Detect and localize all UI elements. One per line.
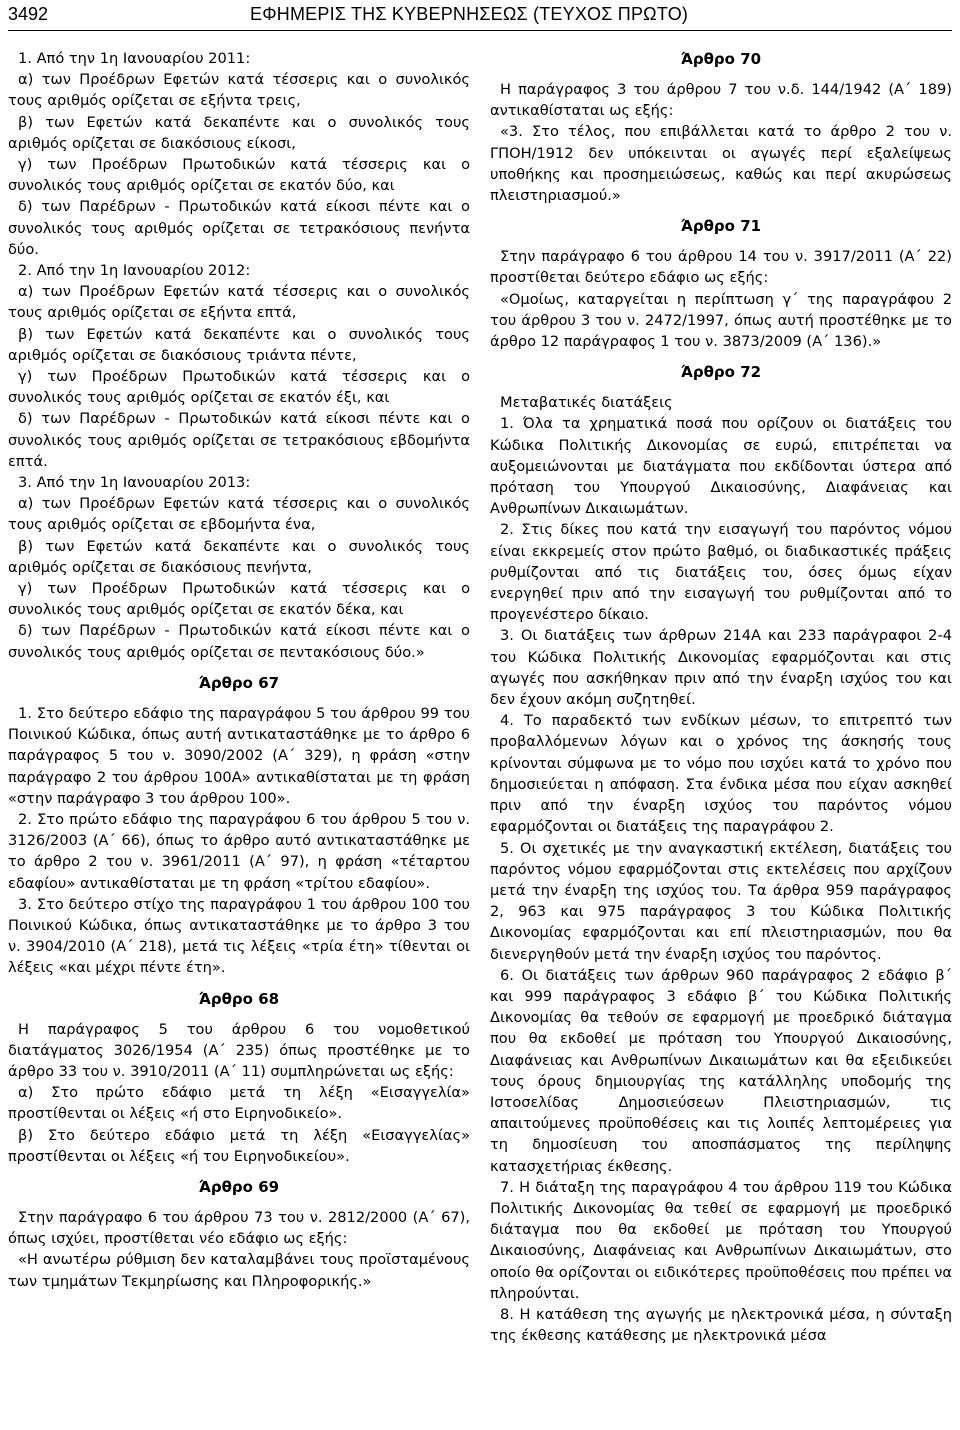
paragraph: α) των Προέδρων Εφετών κατά τέσσερις και ο συνολικός τους αριθμός ορίζεται σε εβδομήντα ένα, (8, 495, 470, 534)
page-number: 3492 (8, 4, 49, 24)
paragraph: 1. Όλα τα χρηματικά ποσά που ορίζουν οι διατάξεις του Κώδικα Πολιτικής Δικονομίας σε ευρώ, επιτρέπεται να αυξομειώνονται με διατάγματα που εκδίδονται ύστερα από πρόταση του Υπουργού Δικαιοσύνης, Διαφάνειας και Ανθρωπίνων Δικαιωμάτων. (490, 415, 952, 518)
paragraph: «Η ανωτέρω ρύθμιση δεν καταλαμβάνει τους προϊσταμένους των τμημάτων Τεκμηρίωσης και Πληροφορικής.» (8, 1251, 470, 1290)
article-heading: Άρθρο 69 (198, 1177, 280, 1196)
paragraph: Η παράγραφος 3 του άρθρου 7 του ν.δ. 144/1942 (Α΄ 189) αντικαθίσταται ως εξής: (490, 81, 952, 120)
paragraph: β) των Εφετών κατά δεκαπέντε και ο συνολικός τους αριθμός ορίζεται σε διακόσιους πενήντα, (8, 537, 470, 576)
paragraph: γ) των Προέδρων Πρωτοδικών κατά τέσσερις και ο συνολικός τους αριθμός ορίζεται σε εκατόν δύο, και (8, 156, 470, 195)
paragraph: 1. Από την 1η Ιανουαρίου 2011: (18, 50, 251, 67)
article-heading: Άρθρο 70 (680, 50, 762, 68)
paragraph: Μεταβατικές διατάξεις (500, 394, 673, 412)
article-heading: Άρθρο 67 (198, 673, 280, 692)
paragraph: γ) των Προέδρων Πρωτοδικών κατά τέσσερις και ο συνολικός τους αριθμός ορίζεται σε εκατόν δέκα, και (8, 580, 470, 619)
paragraph: 7. Η διάταξη της παραγράφου 4 του άρθρου 119 του Κώδικα Πολιτικής Δικονομίας θα τεθεί σε εφαρμογή με προεδρικό διάταγμα που θα εκδοθεί με πρόταση του Υπουργού Δικαιοσύνης, Διαφάνειας και Ανθρωπίνων Δικαιωμάτων, στο οποίο θα ορίζονται οι ειδικότερες προϋποθέσεις που πρέπει να πληρούνται. (490, 1178, 952, 1302)
paragraph: δ) των Παρέδρων - Πρωτοδικών κατά είκοσι πέντε και ο συνολικός τους αριθμός ορίζεται σε πεντακόσιους δύο.» (8, 622, 470, 661)
paragraph: 3. Από την 1η Ιανουαρίου 2013: (18, 474, 251, 492)
paragraph: α) Στο πρώτο εδάφιο μετά τη λέξη «Εισαγγελία» προστίθενται οι λέξεις «ή στο Ειρηνοδικείο». (8, 1084, 470, 1123)
paragraph: 2. Από την 1η Ιανουαρίου 2012: (18, 262, 251, 280)
paragraph: 1. Στο δεύτερο εδάφιο της παραγράφου 5 του άρθρου 99 του Ποινικού Κώδικα, όπως αυτή αντικαταστάθηκε με το άρθρο 6 παράγραφος 5 του ν. 3090/2002 (Α΄ 329), η φράση «στην παράγραφο 2 του άρθρου 100Α» αντικαθίσταται με τη φράση «στην παράγραφο 3 του άρθρου 100». (8, 704, 470, 807)
paragraph: 3. Οι διατάξεις των άρθρων 214Α και 233 παράγραφοι 2-4 του Κώδικα Πολιτικής Δικονομίας εφαρμόζονται και στις αγωγές που ασκήθηκαν πριν από την έναρξη ισχύος του και δεν έχουν ακόμη συζητηθεί. (490, 627, 952, 709)
paragraph: δ) των Παρέδρων - Πρωτοδικών κατά είκοσι πέντε και ο συνολικός τους αριθμός ορίζεται σε τετρακόσιους πενήντα δύο. (8, 198, 470, 258)
article-heading: Άρθρο 68 (198, 989, 280, 1008)
paragraph: 2. Στο πρώτο εδάφιο της παραγράφου 6 του άρθρου 5 του ν. 3126/2003 (Α΄ 66), όπως το άρθρο αυτό αντικαταστάθηκε με το άρθρο 2 του ν. 3961/2011 (Α΄ 97), η φράση «τέταρτου εδαφίου» αντικαθίσταται με τη φράση «τρίτου εδαφίου». (8, 810, 470, 892)
paragraph: δ) των Παρέδρων - Πρωτοδικών κατά είκοσι πέντε και ο συνολικός τους αριθμός ορίζεται σε τετρακόσιους εβδομήντα επτά. (8, 410, 470, 470)
right-column (490, 48, 952, 1346)
page-header (8, 2, 952, 32)
paragraph: α) των Προέδρων Εφετών κατά τέσσερις και ο συνολικός τους αριθμός ορίζεται σε εξήντα επτά, (8, 283, 470, 322)
paragraph: Στην παράγραφο 6 του άρθρου 73 του ν. 2812/2000 (Α΄ 67), όπως ισχύει, προστίθεται νέο εδάφιο ως εξής: (8, 1208, 470, 1248)
paragraph: 2. Στις δίκες που κατά την εισαγωγή του παρόντος νόμου είναι εκκρεμείς στον πρώτο βαθμό, οι διαδικαστικές πράξεις ρυθμίζονται από τις διατάξεις του, όσες όμως είχαν ενεργηθεί πριν από την εισαγωγή του ρυθμίζονται από το προγενέστερο δίκαιο. (490, 521, 952, 624)
paragraph: β) Στο δεύτερο εδάφιο μετά τη λέξη «Εισαγγελίας» προστίθενται οι λέξεις «ή του Ειρηνοδικείου». (8, 1126, 470, 1165)
article-heading: Άρθρο 72 (680, 363, 762, 382)
paragraph: 8. Η κατάθεση της αγωγής με ηλεκτρονικά μέσα, η σύνταξη της έκθεσης κατάθεσης με ηλεκτρονικά μέσα (490, 1305, 952, 1345)
article-heading: Άρθρο 71 (680, 217, 762, 236)
paragraph: Στην παράγραφο 6 του άρθρου 14 του ν. 3917/2011 (Α΄ 22) προστίθεται δεύτερο εδάφιο ως εξής: (490, 248, 952, 287)
paragraph: «3. Στο τέλος, που επιβάλλεται κατά το άρθρο 2 του ν. ΓΠΟΗ/1912 δεν υπόκεινται οι αγωγές περί εξαλείψεως υποθήκης και προσημειώσεως, καθώς και περί ακυρώσεως πλειστηριασμού.» (490, 123, 952, 205)
left-column (8, 48, 470, 1292)
paragraph: α) των Προέδρων Εφετών κατά τέσσερις και ο συνολικός τους αριθμός ορίζεται σε εξήντα τρεις, (8, 71, 470, 110)
paragraph: Η παράγραφος 5 του άρθρου 6 του νομοθετικού διατάγματος 3026/1954 (Α΄ 235) όπως προστέθηκε με το άρθρο 33 του ν. 3910/2011 (Α΄ 11) συμπληρώνεται ως εξής: (8, 1020, 470, 1080)
paragraph: «Ομοίως, καταργείται η περίπτωση γ΄ της παραγράφου 2 του άρθρου 3 του ν. 2472/1997, όπως αυτή προστέθηκε με το άρθρο 12 παράγραφος 1 του ν. 3873/2009 (Α΄ 136).» (490, 290, 952, 351)
paragraph: β) των Εφετών κατά δεκαπέντε και ο συνολικός τους αριθμός ορίζεται σε διακόσιους είκοσι, (8, 113, 470, 152)
header-rule (8, 30, 952, 31)
paragraph: 4. Το παραδεκτό των ενδίκων μέσων, το επιτρεπτό των προβαλλόμενων λόγων και ο χρόνος της άσκησής τους κρίνονται σύμφωνα με το νόμο που ισχύει κατά το χρόνο που δημοσιεύεται η απόφαση. Στα ένδικα μέσα που είχαν ασκηθεί πριν από την έναρξη ισχύος του παρόντος νόμου εφαρμόζονται οι διατάξεις της παραγράφου 2. (490, 712, 952, 836)
paragraph: γ) των Προέδρων Πρωτοδικών κατά τέσσερις και ο συνολικός τους αριθμός ορίζεται σε εκατόν έξι, και (8, 368, 470, 407)
paragraph: β) των Εφετών κατά δεκαπέντε και ο συνολικός τους αριθμός ορίζεται σε διακόσιους τριάντα πέντε, (8, 325, 470, 364)
gazette-title: ΕΦΗΜΕΡΙΣ ΤΗΣ ΚΥΒΕΡΝΗΣΕΩΣ (ΤΕΥΧΟΣ ΠΡΩΤΟ) (250, 4, 689, 24)
paragraph: 5. Οι σχετικές με την αναγκαστική εκτέλεση, διατάξεις του παρόντος νόμου εφαρμόζονται στις εκτελέσεις που αρχίζουν μετά την έναρξη της ισχύος του. Τα άρθρα 959 παράγραφος 2, 963 και 975 παράγραφος 3 του Κώδικα Πολιτικής Δικονομίας εφαρμόζονται και επί πλειστηριασμών, που θα διενεργηθούν μετά την έναρξη ισχύος του παρόντος. (490, 839, 952, 963)
paragraph: 6. Οι διατάξεις των άρθρων 960 παράγραφος 2 εδάφιο β΄ και 999 παράγραφος 3 εδάφιο β΄ του Κώδικα Πολιτικής Δικονομίας θα τεθούν σε εφαρμογή με προεδρικό διάταγμα που θα εκδοθεί με πρόταση του Υπουργού Δικαιοσύνης, Διαφάνειας και Ανθρωπίνων Δικαιωμάτων και θα εξειδικεύει τους όρους δημιουργίας της κατάλληλης υποδομής της Ιστοσελίδας Δημοσιεύσεων Πλειστηριασμών, τις απαιτούμενες προϋποθέσεις και τις λοιπές λεπτομέρειες για τη δημοσίευση του αποσπάσματος της περίληψης κατασχετήριας έκθεσης. (490, 966, 952, 1175)
paragraph: 3. Στο δεύτερο στίχο της παραγράφου 1 του άρθρου 100 του Ποινικού Κώδικα, όπως αντικαταστάθηκε με το άρθρο 3 του ν. 3904/2010 (Α΄ 218), μετά τις λέξεις «τρία έτη» τίθενται οι λέξεις «και μέχρι πέντε έτη». (8, 895, 470, 977)
